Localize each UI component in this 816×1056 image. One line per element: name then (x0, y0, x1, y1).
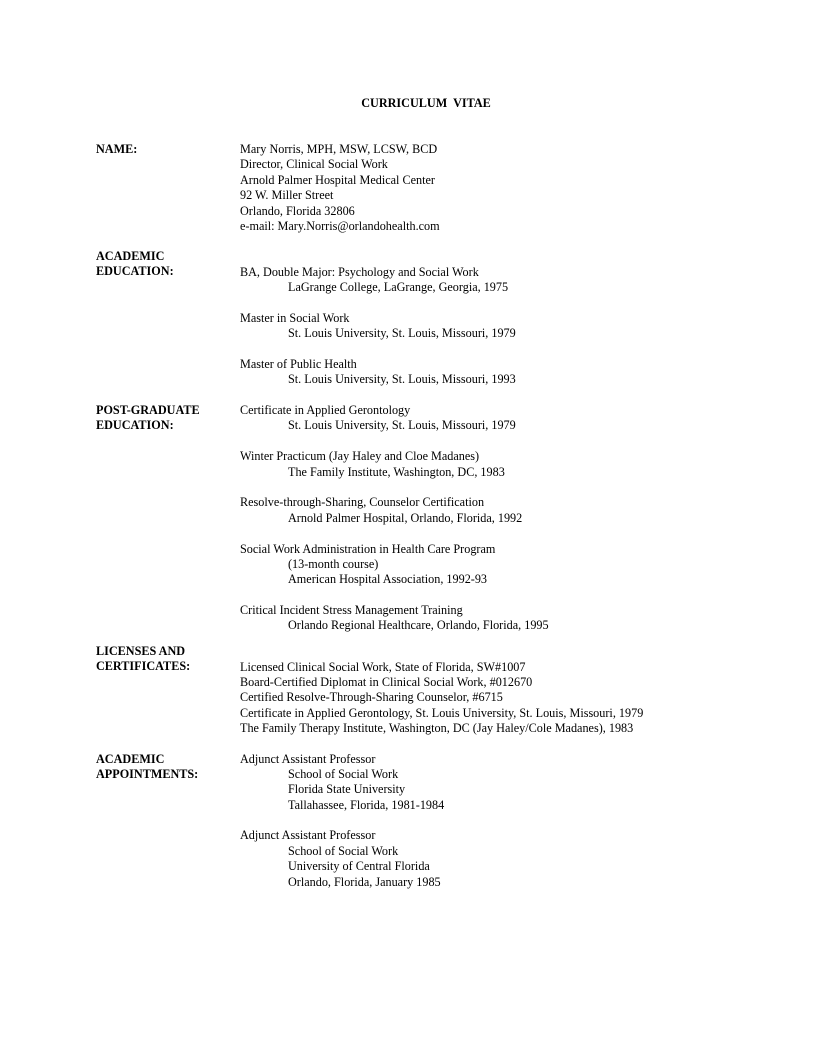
training-detail: (13-month course) (288, 556, 379, 571)
license-line: The Family Therapy Institute, Washington, DC (Jay Haley/Cole Madanes), 1983 (240, 721, 634, 736)
post-graduate-block (240, 403, 800, 634)
title-line: Director, Clinical Social Work (240, 157, 388, 172)
name-block (240, 142, 800, 234)
degree-detail: St. Louis University, St. Louis, Missouri, 1979 (288, 326, 516, 341)
appointment-detail: Orlando, Florida, January 1985 (288, 874, 441, 889)
street-line: 92 W. Miller Street (240, 188, 334, 203)
training-title: Critical Incident Stress Management Training (240, 603, 463, 618)
appointments-block (240, 752, 800, 891)
training-title: Social Work Administration in Health Care Program (240, 541, 496, 556)
city-line: Orlando, Florida 32806 (240, 203, 355, 218)
training-title: Certificate in Applied Gerontology (240, 403, 411, 417)
appointment-detail: School of Social Work (288, 843, 399, 858)
page-title: CURRICULUM VITAE (361, 96, 491, 110)
appointment-detail: University of Central Florida (288, 859, 430, 874)
degree-title: Master of Public Health (240, 356, 357, 371)
academic-education-block (240, 265, 800, 388)
appointment-detail: Florida State University (288, 782, 406, 797)
training-detail: St. Louis University, St. Louis, Missouri, 1979 (288, 418, 516, 433)
email-line: e-mail: Mary.Norris@orlandohealth.com (240, 218, 440, 233)
training-title: Winter Practicum (Jay Haley and Cloe Madanes) (240, 449, 480, 464)
appointments-label: ACADEMIC APPOINTMENTS: (96, 751, 199, 781)
license-line: Board-Certified Diplomat in Clinical Social Work, #012670 (240, 674, 533, 689)
license-line: Certified Resolve-Through-Sharing Counselor, #6715 (240, 690, 503, 705)
name-label: NAME: (96, 142, 138, 156)
license-line: Licensed Clinical Social Work, State of Florida, SW#1007 (240, 659, 526, 674)
training-detail: Orlando Regional Healthcare, Orlando, Florida, 1995 (288, 618, 549, 633)
degree-detail: St. Louis University, St. Louis, Missouri, 1993 (288, 372, 516, 387)
post-graduate-label: POST-GRADUATE EDUCATION: (96, 403, 200, 433)
name-line: Mary Norris, MPH, MSW, LCSW, BCD (240, 142, 438, 156)
degree-title: BA, Double Major: Psychology and Social Work (240, 264, 479, 279)
employer-line: Arnold Palmer Hospital Medical Center (240, 172, 435, 187)
training-detail: The Family Institute, Washington, DC, 1983 (288, 464, 505, 479)
training-detail: Arnold Palmer Hospital, Orlando, Florida, 1992 (288, 510, 523, 525)
training-title: Resolve-through-Sharing, Counselor Certification (240, 495, 485, 510)
license-line: Certificate in Applied Gerontology, St. Louis University, St. Louis, Missouri, 1979 (240, 705, 644, 720)
licenses-block (240, 660, 800, 737)
appointment-detail: Tallahassee, Florida, 1981-1984 (288, 797, 445, 812)
appointment-title: Adjunct Assistant Professor (240, 828, 376, 843)
academic-education-label: ACADEMIC EDUCATION: (96, 249, 174, 279)
training-detail: American Hospital Association, 1992-93 (288, 572, 488, 587)
degree-title: Master in Social Work (240, 310, 350, 325)
appointment-detail: School of Social Work (288, 766, 399, 781)
licenses-label: LICENSES AND CERTIFICATES: (96, 644, 191, 674)
appointment-title: Adjunct Assistant Professor (240, 751, 376, 766)
degree-detail: LaGrange College, LaGrange, Georgia, 1975 (288, 279, 509, 294)
